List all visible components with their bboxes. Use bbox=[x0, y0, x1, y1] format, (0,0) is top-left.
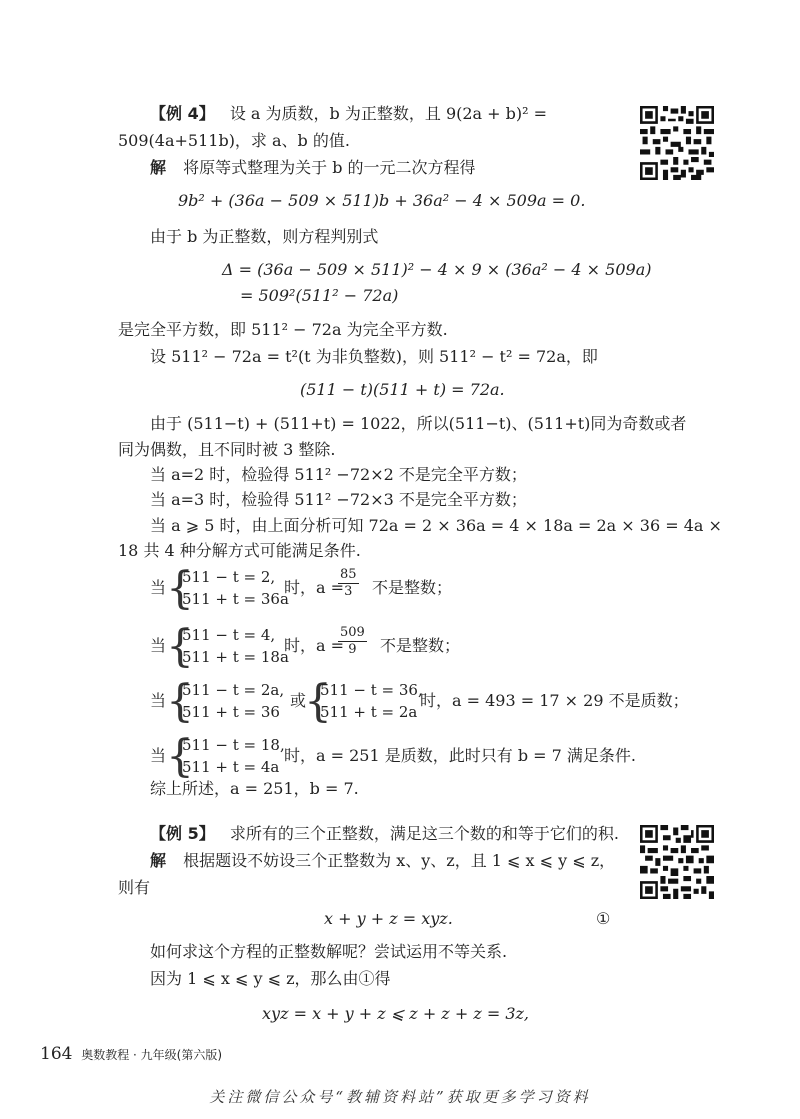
example-5-label: 【例 5】 bbox=[150, 824, 215, 843]
solution-text: 将原等式整理为关于 b 的一元二次方程得 bbox=[183, 158, 476, 177]
paragraph-line: 18 共 4 种分解方式可能满足条件. bbox=[118, 541, 361, 560]
page-footer bbox=[40, 1044, 222, 1064]
paragraph-line: 当 a ⩾ 5 时，由上面分析可知 72a = 2 × 36a = 4 × 18a = 2a × 36 = 4a × bbox=[150, 516, 722, 535]
discriminant-equation-continued: = 509²(511² − 72a) bbox=[240, 286, 399, 305]
brace: { bbox=[304, 676, 332, 727]
example-4-problem-line-2: 509(4a+511b)，求 a、b 的值. bbox=[118, 131, 350, 150]
conclusion-text: 综上所述，a = 251，b = 7. bbox=[150, 779, 359, 798]
paragraph-line: 是完全平方数，即 511² − 72a 为完全平方数. bbox=[118, 320, 448, 339]
fraction bbox=[338, 625, 367, 658]
case-text: 不是整数； bbox=[380, 636, 461, 655]
example-4-problem-line-1: 设 a 为质数，b 为正整数，且 9(2a + b)² = bbox=[229, 104, 548, 123]
case-text: 时，a = 493 = 17 × 29 不是质数； bbox=[420, 691, 689, 710]
case-lead-text: 当 bbox=[150, 691, 167, 710]
system-row: 511 + t = 18a bbox=[182, 648, 289, 666]
case-text: 时，a = bbox=[284, 636, 345, 655]
fraction-numerator: 85 bbox=[340, 567, 357, 582]
fraction-denominator: 3 bbox=[344, 584, 353, 599]
brace: { bbox=[166, 676, 194, 727]
system-row: 511 + t = 4a bbox=[182, 758, 280, 776]
fraction-denominator: 9 bbox=[348, 642, 357, 657]
discriminant-equation: Δ = (36a − 509 × 511)² − 4 × 9 × (36a² − 4 × 509a) bbox=[222, 260, 652, 279]
or-text: 或 bbox=[290, 691, 307, 710]
example-5-problem-line: 求所有的三个正整数，满足这三个数的和等于它们的积. bbox=[229, 824, 619, 843]
system-row: 511 − t = 2a, bbox=[182, 681, 285, 699]
solution-text: 根据题设不妨设三个正整数为 x、y、z，且 1 ⩽ x ⩽ y ⩽ z， bbox=[183, 851, 616, 870]
system-row: 511 + t = 36a bbox=[182, 590, 289, 608]
brace: { bbox=[166, 731, 194, 782]
paragraph-line: 因为 1 ⩽ x ⩽ y ⩽ z，那么由①得 bbox=[150, 969, 391, 988]
equation: x + y + z = xyz. bbox=[324, 909, 453, 928]
system-row: 511 − t = 2, bbox=[182, 568, 276, 586]
book-title: 奥数教程 · 九年级(第六版) bbox=[81, 1048, 223, 1062]
case-text: 时，a = bbox=[284, 578, 345, 597]
fraction bbox=[338, 567, 359, 600]
system-row: 511 − t = 4, bbox=[182, 626, 276, 644]
paragraph-line: 则有 bbox=[118, 878, 151, 897]
paragraph-line: 同为偶数，且不同时被 3 整除. bbox=[118, 440, 336, 459]
system-row: 511 + t = 36 bbox=[182, 703, 280, 721]
qr-code-icon bbox=[640, 825, 714, 899]
equation: xyz = x + y + z ⩽ z + z + z = 3z, bbox=[262, 1004, 530, 1023]
fraction-numerator: 509 bbox=[340, 625, 365, 640]
system-row: 511 + t = 2a bbox=[320, 703, 418, 721]
paragraph-line: 如何求这个方程的正整数解呢？尝试运用不等关系. bbox=[150, 942, 508, 961]
equation: (511 − t)(511 + t) = 72a. bbox=[300, 380, 505, 399]
paragraph-line: 当 a=3 时，检验得 511² −72×3 不是完全平方数； bbox=[150, 490, 527, 509]
solution-label: 解 bbox=[150, 158, 167, 177]
watermark: 关注微信公众号“教辅资料站”获取更多学习资料 bbox=[209, 1088, 591, 1106]
system-row: 511 − t = 36, bbox=[320, 681, 423, 699]
page-number: 164 bbox=[40, 1044, 73, 1064]
paragraph-line: 当 a=2 时，检验得 511² −72×2 不是完全平方数； bbox=[150, 465, 527, 484]
example-4-label: 【例 4】 bbox=[150, 104, 215, 123]
paragraph-line: 由于 b 为正整数，则方程判别式 bbox=[150, 227, 379, 246]
solution-label: 解 bbox=[150, 851, 167, 870]
brace: { bbox=[166, 621, 194, 672]
case-text: 不是整数； bbox=[372, 578, 453, 597]
case-lead-text: 当 bbox=[150, 636, 167, 655]
qr-code-icon bbox=[640, 106, 714, 180]
equation: 9b² + (36a − 509 × 511)b + 36a² − 4 × 509a = 0. bbox=[178, 191, 586, 210]
paragraph-line: 设 511² − 72a = t²(t 为非负整数)，则 511² − t² = 72a，即 bbox=[150, 347, 598, 366]
paragraph-line: 由于 (511−t) + (511+t) = 1022，所以(511−t)、(511+t)同为奇数或者 bbox=[150, 414, 687, 433]
case-lead-text: 当 bbox=[150, 578, 167, 597]
equation-marker: ① bbox=[596, 909, 611, 928]
system-row: 511 − t = 18, bbox=[182, 736, 285, 754]
brace: { bbox=[166, 563, 194, 614]
case-text: 时，a = 251 是质数，此时只有 b = 7 满足条件. bbox=[284, 746, 637, 765]
case-lead-text: 当 bbox=[150, 746, 167, 765]
